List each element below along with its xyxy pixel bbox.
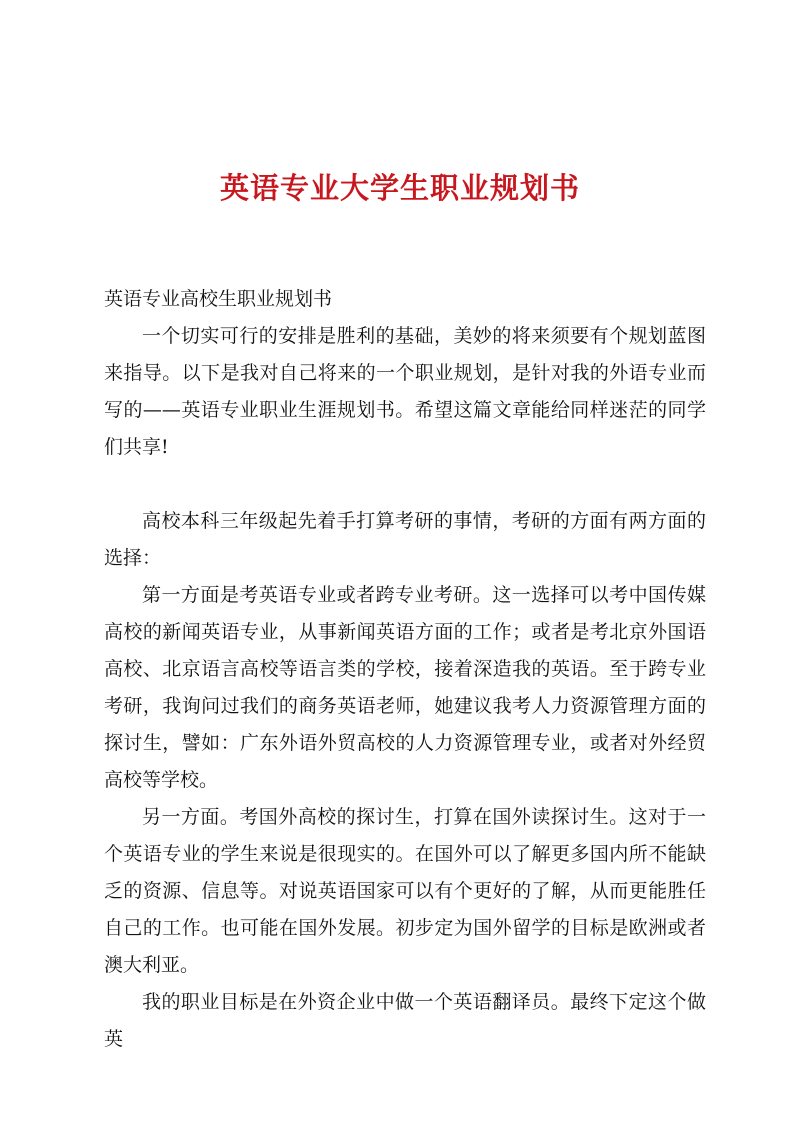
- paragraph-exam-plan: 高校本科三年级起先着手打算考研的事情，考研的方面有两方面的选择：: [104, 510, 706, 569]
- paragraph-career-goal: 我的职业目标是在外资企业中做一个英语翻译员。最终下定这个做英: [104, 991, 706, 1050]
- paragraph-option-two: 另一方面。考国外高校的探讨生，打算在国外读探讨生。这对于一个英语专业的学生来说是很现实的。在国外可以了解更多国内所不能缺乏的资源、信息等。对说英语国家可以有个更好的了解，从而更能胜任自己的工作。也可能在国外发展。初步定为国外留学的目标是欧洲或者澳大利亚。: [104, 806, 706, 976]
- document-title: 英语专业大学生职业规划书: [219, 171, 580, 205]
- paragraph-spacer: [104, 466, 706, 503]
- paragraph-intro: 一个切实可行的安排是胜利的基础，美妙的将来须要有个规划蓝图来指导。以下是我对自己将来的一个职业规划，是针对我的外语专业而写的——英语专业职业生涯规划书。希望这篇文章能给同样迷茫的同学们共享!: [104, 325, 706, 458]
- document-body: [104, 281, 706, 1058]
- document-subtitle: 英语专业高校生职业规划书: [104, 288, 333, 310]
- paragraph-option-one: 第一方面是考英语专业或者跨专业考研。这一选择可以考中国传媒高校的新闻英语专业，从事新闻英语方面的工作；或者是考北京外国语高校、北京语言高校等语言类的学校，接着深造我的英语。至于跨专业考研，我询问过我们的商务英语老师，她建议我考人力资源管理方面的探讨生，譬如：广东外语外贸高校的人力资源管理专业，或者对外经贸高校等学校。: [104, 584, 706, 791]
